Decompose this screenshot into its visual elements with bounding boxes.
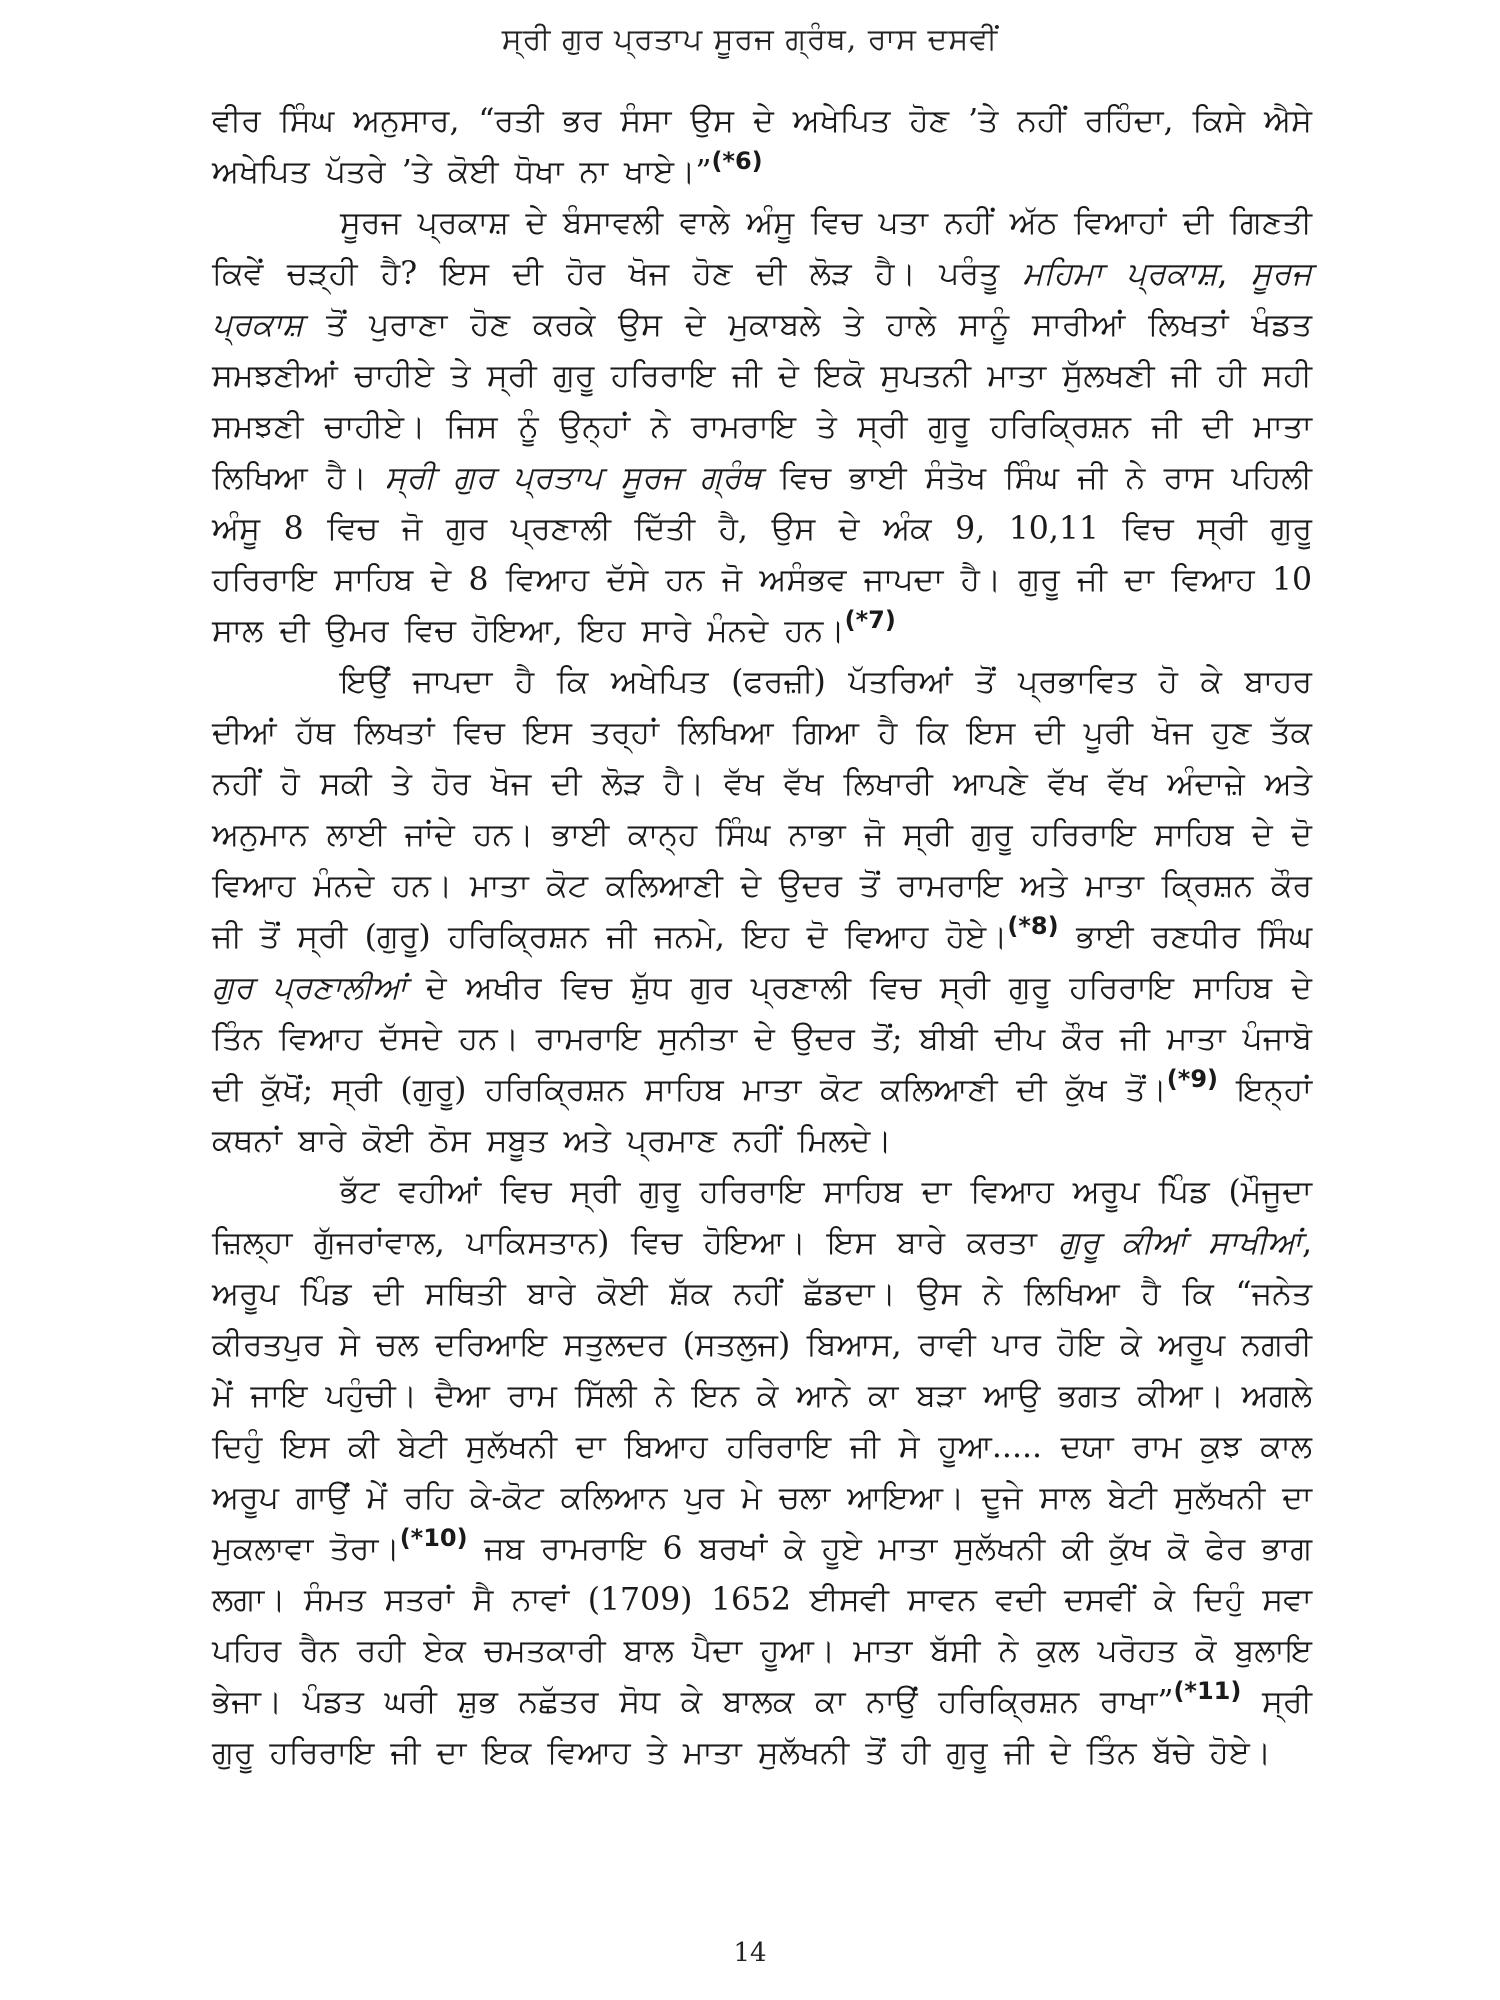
- italic-title: ਮਹਿਮਾ ਪ੍ਰਕਾਸ਼: [1022, 256, 1218, 292]
- footnote-marker: (*9): [1166, 1065, 1218, 1093]
- italic-title: ਗੁਰ ਪ੍ਰਣਾਲੀਆਂ: [212, 970, 407, 1006]
- text-run: ਭਾਈ ਰਣਧੀਰ ਸਿੰਘ: [1058, 919, 1313, 955]
- footnote-marker: (*10): [399, 1524, 468, 1552]
- footnote-marker: (*8): [1007, 912, 1059, 940]
- text-run: ਜਬ ਰਾਮਰਾਇ 6 ਬਰਖਾਂ ਕੇ ਹੂਏ ਮਾਤਾ ਸੁਲੱਖਨੀ ਕੀ ਕੁੱਖ ਕੋ ਫੇਰ ਭਾਗ ਲਗਾ। ਸੰਮਤ ਸਤਰਾਂ ਸੈ ਨਾਵਾਂ (1709) 1652 ਈਸਵੀ ਸਾਵਨ ਵਦੀ ਦਸਵੀਂ ਕੇ ਦਿਹੁੰ ਸਵਾ ਪਹਿਰ ਰੈਨ ਰਹੀ ਏਕ ਚਮਤਕਾਰੀ ਬਾਲ ਪੈਦਾ ਹੂਆ। ਮਾਤਾ ਬੱਸੀ ਨੇ ਕੁਲ ਪਰੋਹਤ ਕੋ ਬੁਲਾਇ ਭੇਜਾ। ਪੰਡਤ ਘਰੀ ਸ਼ੁਭ ਨਛੱਤਰ ਸੋਧ ਕੇ ਬਾਲਕ ਕਾ ਨਾਉਂ ਹਰਿਕ੍ਰਿਸ਼ਨ ਰਾਖਾ”: [212, 1531, 1312, 1720]
- footnote-marker: (*11): [1173, 1677, 1242, 1705]
- running-head: ਸ੍ਰੀ ਗੁਰ ਪ੍ਰਤਾਪ ਸੂਰਜ ਗ੍ਰੰਥ, ਰਾਸ ਦਸਵੀਂ: [501, 22, 999, 57]
- footnote-marker: (*7): [844, 606, 896, 634]
- text-run: ,: [1217, 256, 1251, 292]
- body-text: [212, 96, 1312, 1779]
- text-run: ਤੋਂ ਪੁਰਾਣਾ ਹੋਣ ਕਰਕੇ ਉਸ ਦੇ ਮੁਕਾਬਲੇ ਤੇ ਹਾਲੇ ਸਾਨੂੰ ਸਾਰੀਆਂ ਲਿਖਤਾਂ ਖੰਡਤ ਸਮਝਣੀਆਂ ਚਾਹੀਏ ਤੇ ਸ੍ਰੀ ਗੁਰੂ ਹਰਿਰਾਇ ਜੀ ਦੇ ਇਕੋ ਸੁਪਤਨੀ ਮਾਤਾ ਸੁੱਲਖਣੀ ਜੀ ਹੀ ਸਹੀ ਸਮਝਣੀ ਚਾਹੀਏ। ਜਿਸ ਨੂੰ ਉਨ੍ਹਾਂ ਨੇ ਰਾਮਰਾਇ ਤੇ ਸ੍ਰੀ ਗੁਰੂ ਹਰਿਕ੍ਰਿਸ਼ਨ ਜੀ ਦੀ ਮਾਤਾ ਲਿਖਿਆ ਹੈ।: [212, 307, 1312, 496]
- text-run: ਇਨ੍ਹਾਂ ਕਥਨਾਂ ਬਾਰੇ ਕੋਈ ਠੋਸ ਸਬੂਤ ਅਤੇ ਪ੍ਰਮਾਣ ਨਹੀਂ ਮਿਲਦੇ।: [212, 1072, 1312, 1159]
- italic-title: ਸ੍ਰੀ ਗੁਰ ਪ੍ਰਤਾਪ ਸੂਰਜ ਗ੍ਰੰਥ: [385, 460, 762, 496]
- paragraph: [212, 96, 1312, 198]
- text-run: , ਅਰੂਪ ਪਿੰਡ ਦੀ ਸਥਿਤੀ ਬਾਰੇ ਕੋਈ ਸ਼ੱਕ ਨਹੀਂ ਛੱਡਦਾ। ਉਸ ਨੇ ਲਿਖਿਆ ਹੈ ਕਿ “ਜਨੇਤ ਕੀਰਤਪੁਰ ਸੇ ਚਲ ਦਰਿਆਇ ਸਤੁਲਦਰ (ਸਤਲੁਜ) ਬਿਆਸ, ਰਾਵੀ ਪਾਰ ਹੋਇ ਕੇ ਅਰੂਪ ਨਗਰੀ ਮੇਂ ਜਾਇ ਪਹੁੰਚੀ। ਦੈਆ ਰਾਮ ਸਿੱਲੀ ਨੇ ਇਨ ਕੇ ਆਨੇ ਕਾ ਬੜਾ ਆਉ ਭਗਤ ਕੀਆ। ਅਗਲੇ ਦਿਹੁੰ ਇਸ ਕੀ ਬੇਟੀ ਸੁਲੱਖਨੀ ਦਾ ਬਿਆਹ ਹਰਿਰਾਇ ਜੀ ਸੇ ਹੂਆ..... ਦਯਾ ਰਾਮ ਕੁਝ ਕਾਲ ਅਰੂਪ ਗਾਉਂ ਮੇਂ ਰਹਿ ਕੇ-ਕੋਟ ਕਲਿਆਨ ਪੁਰ ਮੇ ਚਲਾ ਆਇਆ। ਦੂਜੇ ਸਾਲ ਬੇਟੀ ਸੁਲੱਖਨੀ ਦਾ ਮੁਕਲਾਵਾ ਤੋਰਾ।: [212, 1225, 1312, 1567]
- text-run: ਇਉਂ ਜਾਪਦਾ ਹੈ ਕਿ ਅਖੇਪਿਤ (ਫਰਜ਼ੀ) ਪੱਤਰਿਆਂ ਤੋਂ ਪ੍ਰਭਾਵਿਤ ਹੋ ਕੇ ਬਾਹਰ ਦੀਆਂ ਹੱਥ ਲਿਖਤਾਂ ਵਿਚ ਇਸ ਤਰ੍ਹਾਂ ਲਿਖਿਆ ਗਿਆ ਹੈ ਕਿ ਇਸ ਦੀ ਪੂਰੀ ਖੋਜ ਹੁਣ ਤੱਕ ਨਹੀਂ ਹੋ ਸਕੀ ਤੇ ਹੋਰ ਖੋਜ ਦੀ ਲੋੜ ਹੈ। ਵੱਖ ਵੱਖ ਲਿਖਾਰੀ ਆਪਣੇ ਵੱਖ ਵੱਖ ਅੰਦਾਜ਼ੇ ਅਤੇ ਅਨੁਮਾਨ ਲਾਈ ਜਾਂਦੇ ਹਨ। ਭਾਈ ਕਾਨ੍ਹ ਸਿੰਘ ਨਾਭਾ ਜੋ ਸ੍ਰੀ ਗੁਰੂ ਹਰਿਰਾਇ ਸਾਹਿਬ ਦੇ ਦੋ ਵਿਆਹ ਮੰਨਦੇ ਹਨ। ਮਾਤਾ ਕੋਟ ਕਲਿਆਣੀ ਦੇ ਉਦਰ ਤੋਂ ਰਾਮਰਾਇ ਅਤੇ ਮਾਤਾ ਕ੍ਰਿਸ਼ਨ ਕੌਰ ਜੀ ਤੋਂ ਸ੍ਰੀ (ਗੁਰੂ) ਹਰਿਕ੍ਰਿਸ਼ਨ ਜੀ ਜਨਮੇ, ਇਹ ਦੋ ਵਿਆਹ ਹੋਏ।: [212, 664, 1312, 955]
- text-run: ਭੱਟ ਵਹੀਆਂ ਵਿਚ ਸ੍ਰੀ ਗੁਰੂ ਹਰਿਰਾਇ ਸਾਹਿਬ ਦਾ ਵਿਆਹ ਅਰੂਪ ਪਿੰਡ (ਮੌਜੂਦਾ ਜ਼ਿਲ੍ਹਾ ਗੁੱਜਰਾਂਵਾਲ, ਪਾਕਿਸਤਾਨ) ਵਿਚ ਹੋਇਆ। ਇਸ ਬਾਰੇ ਕਰਤਾ: [212, 1174, 1312, 1261]
- page-number: 14: [733, 1938, 767, 1968]
- text-run: ਦੇ ਅਖੀਰ ਵਿਚ ਸ਼ੁੱਧ ਗੁਰ ਪ੍ਰਣਾਲੀ ਵਿਚ ਸ੍ਰੀ ਗੁਰੂ ਹਰਿਰਾਇ ਸਾਹਿਬ ਦੇ ਤਿੰਨ ਵਿਆਹ ਦੱਸਦੇ ਹਨ। ਰਾਮਰਾਇ ਸੁਨੀਤਾ ਦੇ ਉਦਰ ਤੋਂ; ਬੀਬੀ ਦੀਪ ਕੌਰ ਜੀ ਮਾਤਾ ਪੰਜਾਬੋ ਦੀ ਕੁੱਖੋਂ; ਸ੍ਰੀ (ਗੁਰੂ) ਹਰਿਕ੍ਰਿਸ਼ਨ ਸਾਹਿਬ ਮਾਤਾ ਕੋਟ ਕਲਿਆਣੀ ਦੀ ਕੁੱਖ ਤੋਂ।: [212, 970, 1312, 1108]
- text-run: ਸ੍ਰੀ ਗੁਰੂ ਹਰਿਰਾਇ ਜੀ ਦਾ ਇਕ ਵਿਆਹ ਤੇ ਮਾਤਾ ਸੁਲੱਖਨੀ ਤੋਂ ਹੀ ਗੁਰੂ ਜੀ ਦੇ ਤਿੰਨ ਬੱਚੇ ਹੋਏ।: [212, 1684, 1312, 1771]
- paragraph: [212, 657, 1312, 1167]
- text-run: ਵੀਰ ਸਿੰਘ ਅਨੁਸਾਰ, “ਰਤੀ ਭਰ ਸੰਸਾ ਉਸ ਦੇ ਅਖੇਪਿਤ ਹੋਣ ’ਤੇ ਨਹੀਂ ਰਹਿੰਦਾ, ਕਿਸੇ ਐਸੇ ਅਖੇਪਿਤ ਪੱਤਰੇ ’ਤੇ ਕੋਈ ਧੋਖਾ ਨਾ ਖਾਏ।”: [212, 103, 1312, 190]
- footnote-marker: (*6): [711, 147, 763, 175]
- paragraph: [212, 198, 1312, 657]
- text-run: ਵਿਚ ਭਾਈ ਸੰਤੋਖ ਸਿੰਘ ਜੀ ਨੇ ਰਾਸ ਪਹਿਲੀ ਅੰਸੂ 8 ਵਿਚ ਜੋ ਗੁਰ ਪ੍ਰਣਾਲੀ ਦਿੱਤੀ ਹੈ, ਉਸ ਦੇ ਅੰਕ 9, 10,11 ਵਿਚ ਸ੍ਰੀ ਗੁਰੂ ਹਰਿਰਾਇ ਸਾਹਿਬ ਦੇ 8 ਵਿਆਹ ਦੱਸੇ ਹਨ ਜੋ ਅਸੰਭਵ ਜਾਪਦਾ ਹੈ। ਗੁਰੂ ਜੀ ਦਾ ਵਿਆਹ 10 ਸਾਲ ਦੀ ਉਮਰ ਵਿਚ ਹੋਇਆ, ਇਹ ਸਾਰੇ ਮੰਨਦੇ ਹਨ।: [212, 460, 1313, 649]
- italic-title: ਗੁਰੂ ਕੀਆਂ ਸਾਖੀਆਂ: [1058, 1225, 1302, 1261]
- italic-title: ਸੂਰਜ ਪ੍ਰਕਾਸ਼: [212, 256, 1313, 343]
- paragraph: [212, 1167, 1312, 1779]
- text-run: ਸੂਰਜ ਪ੍ਰਕਾਸ਼ ਦੇ ਬੰਸਾਵਲੀ ਵਾਲੇ ਅੰਸੂ ਵਿਚ ਪਤਾ ਨਹੀਂ ਅੱਠ ਵਿਆਹਾਂ ਦੀ ਗਿਣਤੀ ਕਿਵੇਂ ਚੜ੍ਹੀ ਹੈ? ਇਸ ਦੀ ਹੋਰ ਖੋਜ ਹੋਣ ਦੀ ਲੋੜ ਹੈ। ਪਰੰਤੂ: [212, 205, 1312, 292]
